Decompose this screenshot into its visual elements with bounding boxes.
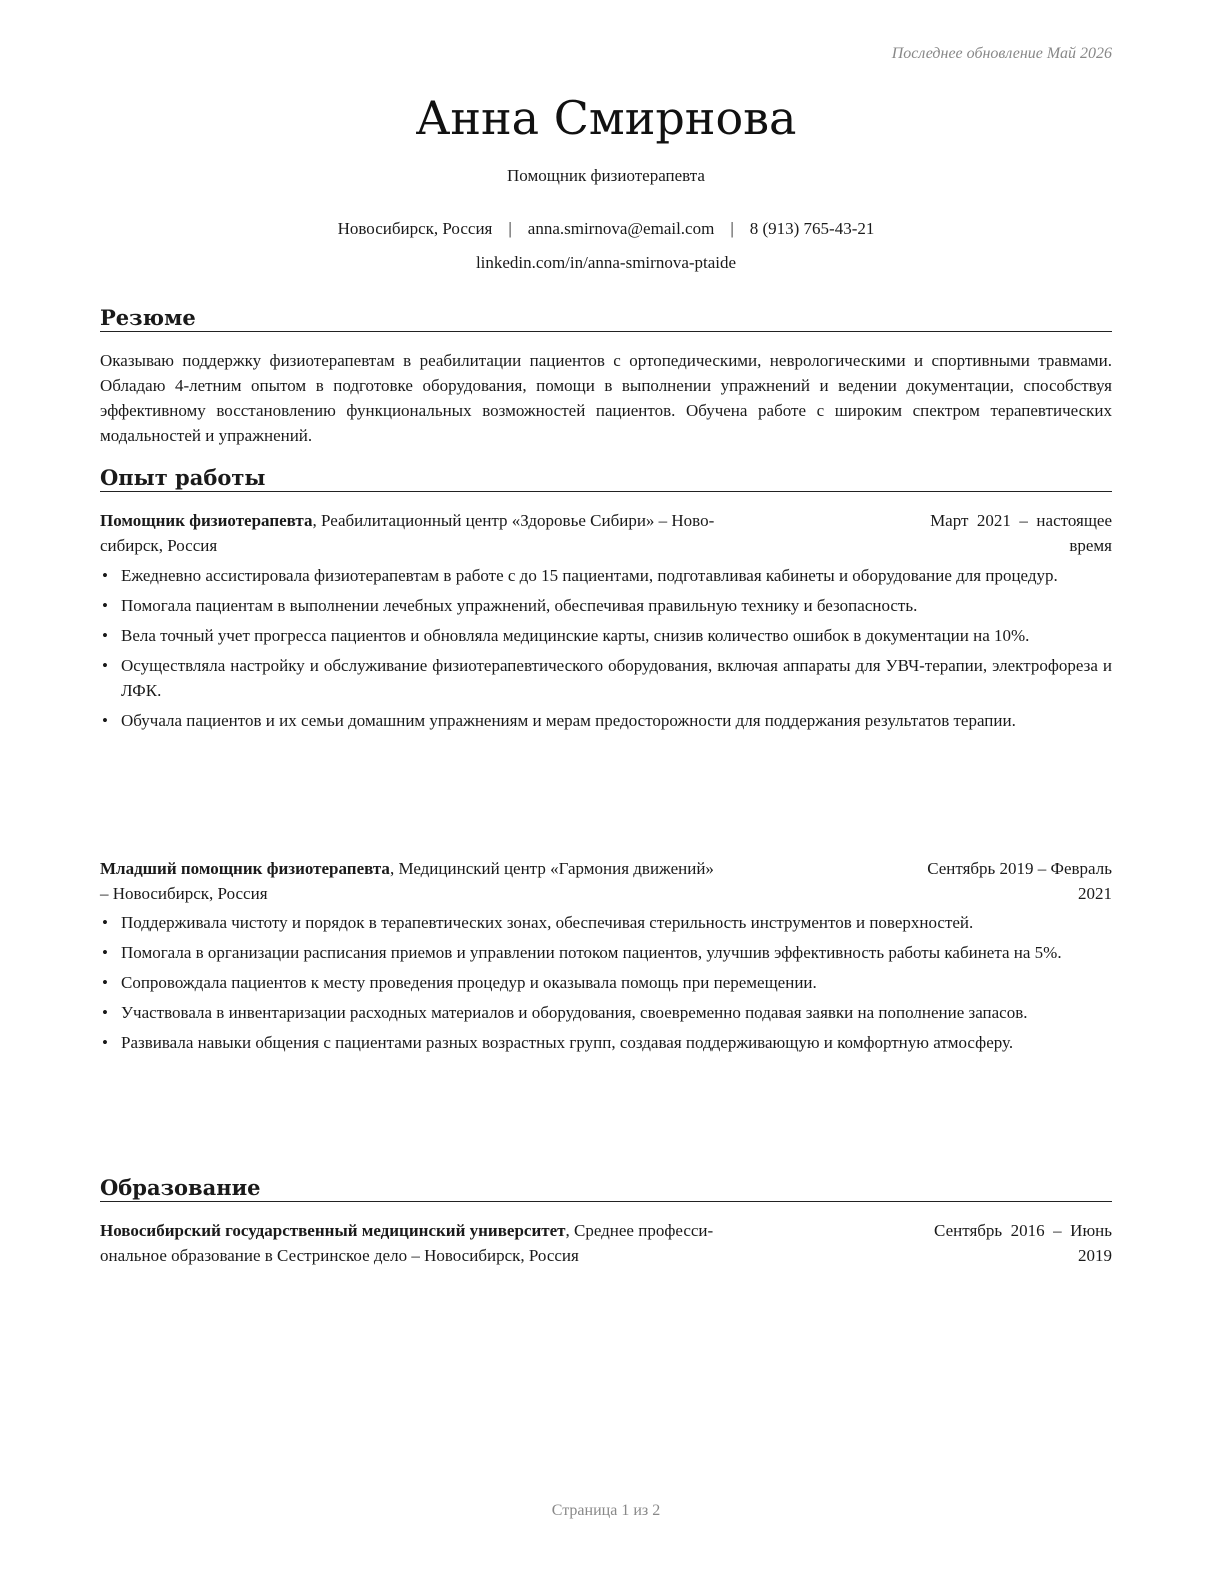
last-updated: Последнее обновление Май 2026	[891, 45, 1112, 62]
education-entry	[100, 1218, 1112, 1268]
job-dates-line2: 2021	[1078, 884, 1112, 903]
institution-name: Новосибирский государственный медицинский университет	[100, 1221, 566, 1240]
section-title-education: Образование	[100, 1174, 1112, 1202]
list-item: • Ежедневно ассистировала физиотерапевтам в работе с до 15 пациентами, подготавливая кабинеты и оборудование для процедур.	[100, 563, 1112, 588]
resume-page	[100, 0, 1112, 1584]
job-bullets	[100, 910, 1112, 1060]
list-item: • Помогала пациентам в выполнении лечебных упражнений, обеспечивая правильную технику и безопасность.	[100, 593, 1112, 618]
job-dates	[927, 856, 1112, 906]
section-title-experience: Опыт работы	[100, 464, 1112, 492]
location: Новосибирск, Россия	[337, 219, 493, 238]
linkedin-link[interactable]: linkedin.com/in/anna-smirnova-ptaide	[475, 253, 737, 272]
job-org: , Реабилитационный центр «Здоровье Сибири» – Ново-	[312, 511, 715, 530]
education-dates-line2: 2019	[1078, 1246, 1112, 1265]
job-dates-line1: Март 2021 – настоящее	[930, 511, 1112, 530]
list-item: • Помогала в организации расписания приемов и управлении потоком пациентов, улучшив эффективность работы кабинета на 5%.	[100, 940, 1112, 965]
list-item: • Осуществляла настройку и обслуживание физиотерапевтического оборудования, включая аппараты для УВЧ-терапии, электрофореза и ЛФК.	[100, 653, 1112, 703]
candidate-name: Анна Смирнова	[415, 91, 797, 145]
separator: |	[730, 219, 734, 238]
job-info	[100, 508, 714, 558]
job-org-cont: сибирск, Россия	[100, 536, 218, 555]
job-header	[100, 508, 1112, 558]
education-info	[100, 1218, 713, 1268]
job-dates	[930, 508, 1112, 558]
education-dates-line1: Сентябрь 2016 – Июнь	[934, 1221, 1112, 1240]
list-item: • Вела точный учет прогресса пациентов и обновляла медицинские карты, снизив количество ошибок в документации на 10%.	[100, 623, 1112, 648]
job-role: Помощник физиотерапевта	[100, 511, 313, 530]
list-item: • Участвовала в инвентаризации расходных материалов и оборудования, своевременно подавая заявки на пополнение запасов.	[100, 1000, 1112, 1025]
job-header	[100, 856, 1112, 906]
list-item: • Поддерживала чистоту и порядок в терапевтических зонах, обеспечивая стерильность инструментов и поверхностей.	[100, 910, 1112, 935]
phone: 8 (913) 765-43-21	[749, 219, 875, 238]
job-info	[100, 856, 714, 906]
job-role: Младший помощник физиотерапевта	[100, 859, 390, 878]
separator: |	[508, 219, 512, 238]
list-item: • Обучала пациентов и их семьи домашним упражнениям и мерам предосторожности для поддержания результатов терапии.	[100, 708, 1112, 733]
candidate-title: Помощник физиотерапевта	[507, 166, 705, 185]
section-title-summary: Резюме	[100, 304, 1112, 332]
job-bullets	[100, 563, 1112, 738]
job-org: , Медицинский центр «Гармония движений»	[389, 859, 714, 878]
job-dates-line2: время	[1069, 536, 1112, 555]
contact-line	[100, 219, 1112, 239]
job-dates-line1: Сентябрь 2019 – Февраль	[927, 859, 1112, 878]
job-org-cont: – Новосибирск, Россия	[100, 884, 268, 903]
summary-text: Оказываю поддержку физиотерапевтам в реабилитации пациентов с ортопедическими, неврологическими и спортивными травмами. Обладаю 4-летним опытом в подготовке оборудования, помощи в выполнении упражнений и ведении документации, способствуя эффективному восстановлению функциональных возможностей пациентов. Обучена работе с широким спектром терапевтических модальностей и упражнений.	[100, 351, 1112, 445]
list-item: • Развивала навыки общения с пациентами разных возрастных групп, создавая поддерживающую и комфортную атмосферу.	[100, 1030, 1112, 1055]
education-dates	[934, 1218, 1112, 1268]
education-detail-cont: ональное образование в Сестринское дело – Новосибирск, Россия	[100, 1246, 579, 1265]
education-detail: , Среднее професси-	[565, 1221, 714, 1240]
list-item: • Сопровождала пациентов к месту проведения процедур и оказывала помощь при перемещении.	[100, 970, 1112, 995]
email-link[interactable]: anna.smirnova@email.com	[527, 219, 715, 238]
page-number: Страница 1 из 2	[551, 1502, 661, 1519]
